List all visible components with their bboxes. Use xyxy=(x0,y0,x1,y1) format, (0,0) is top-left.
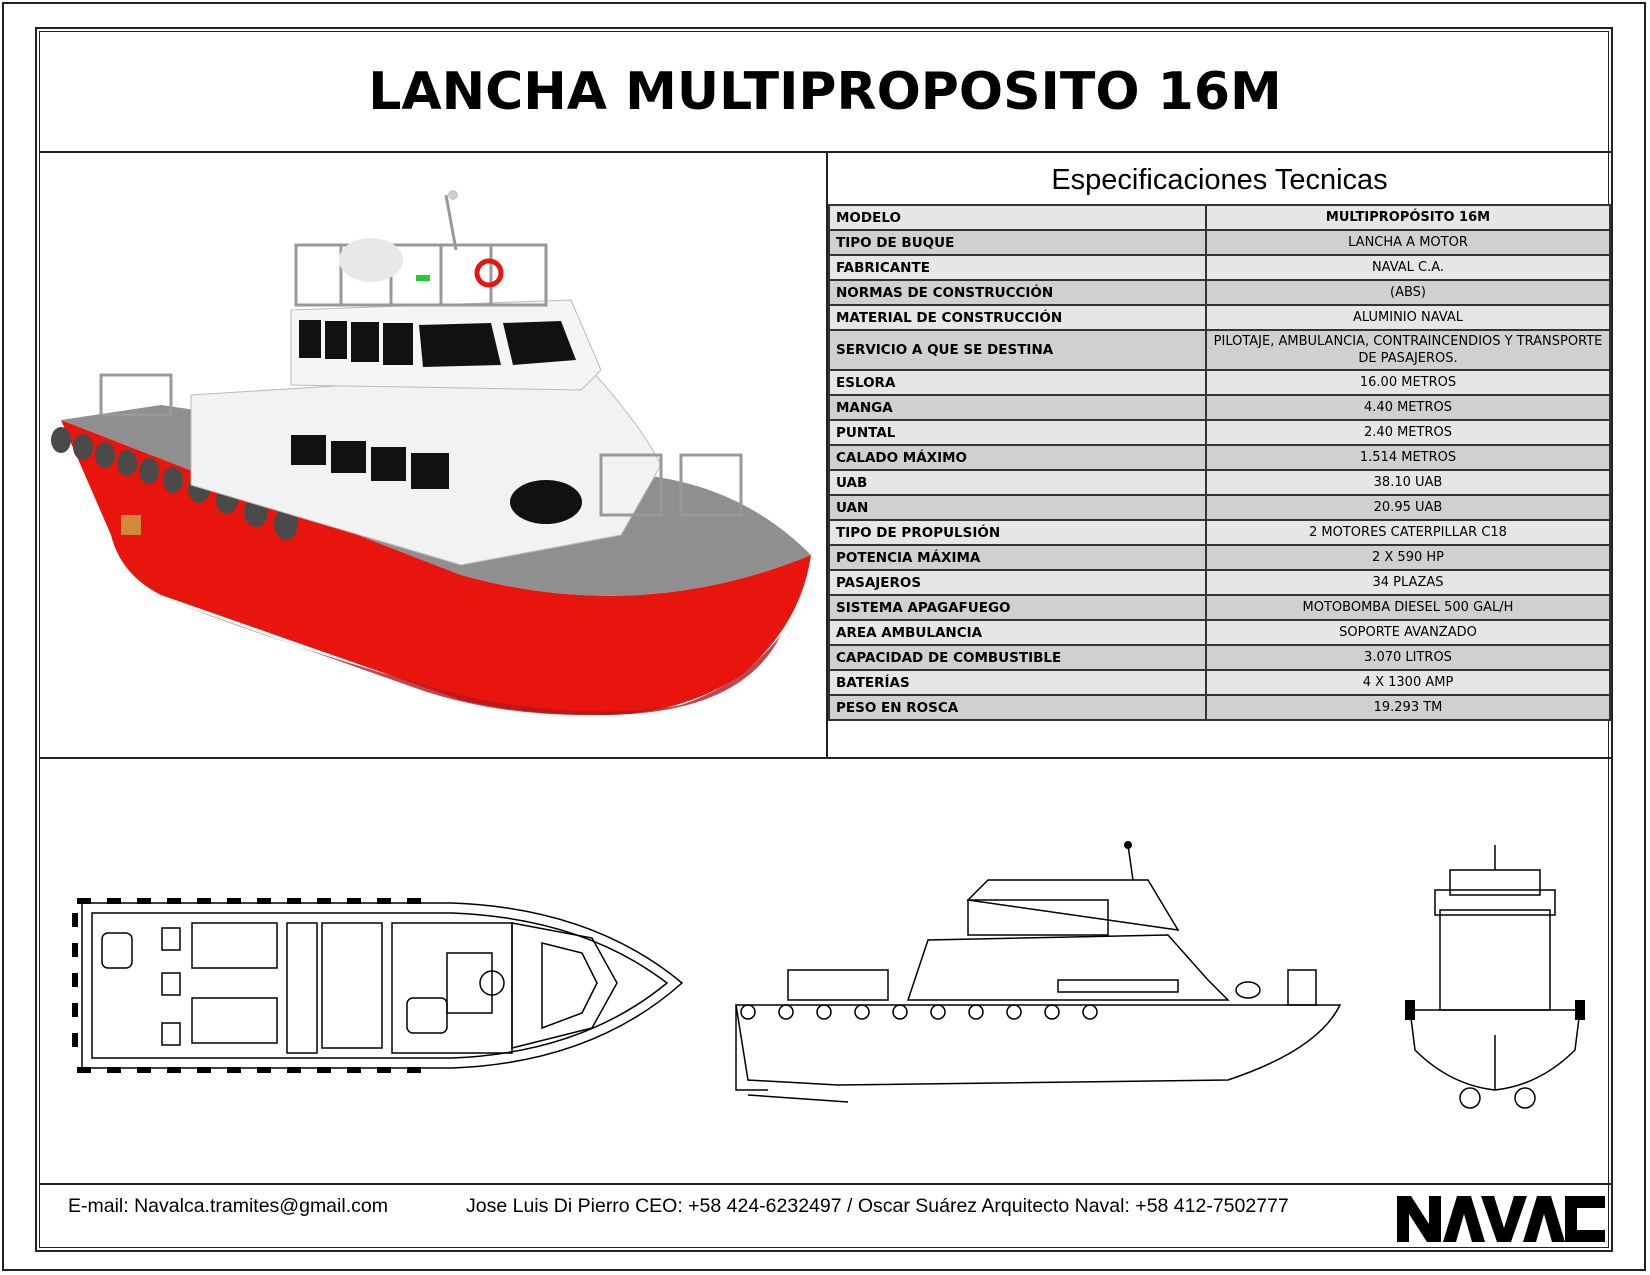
spec-row xyxy=(829,445,1610,470)
spec-label: CALADO MÁXIMO xyxy=(829,445,1206,470)
spec-value: 4 X 1300 AMP xyxy=(1206,670,1610,695)
footer-divider xyxy=(39,1183,1611,1185)
title-divider xyxy=(39,151,1611,153)
spec-label: SISTEMA APAGAFUEGO xyxy=(829,595,1206,620)
spec-heading: Especificaciones Tecnicas xyxy=(1051,163,1388,196)
spec-label: TIPO DE PROPULSIÓN xyxy=(829,520,1206,545)
spec-value: 4.40 METROS xyxy=(1206,395,1610,420)
spec-row xyxy=(829,395,1610,420)
spec-label: CAPACIDAD DE COMBUSTIBLE xyxy=(829,645,1206,670)
spec-label: UAN xyxy=(829,495,1206,520)
spec-row xyxy=(829,330,1610,370)
spec-row xyxy=(829,305,1610,330)
spec-value: 16.00 METROS xyxy=(1206,370,1610,395)
side-view-drawing xyxy=(728,840,1348,1115)
spec-table xyxy=(828,204,1611,721)
footer-contacts: Jose Luis Di Pierro CEO: +58 424-6232497 / Oscar Suárez Arquitecto Naval: +58 412-7502777 xyxy=(466,1194,1289,1217)
spec-row xyxy=(829,520,1610,545)
spec-value: LANCHA A MOTOR xyxy=(1206,230,1610,255)
spec-value: 2.40 METROS xyxy=(1206,420,1610,445)
spec-row xyxy=(829,370,1610,395)
spec-value: NAVAL C.A. xyxy=(1206,255,1610,280)
spec-value: 34 PLAZAS xyxy=(1206,570,1610,595)
spec-row xyxy=(829,230,1610,255)
page-title: LANCHA MULTIPROPOSITO 16M xyxy=(368,62,1282,122)
spec-value: MOTOBOMBA DIESEL 500 GAL/H xyxy=(1206,595,1610,620)
spec-value: 20.95 UAB xyxy=(1206,495,1610,520)
spec-row xyxy=(829,570,1610,595)
spec-row xyxy=(829,670,1610,695)
spec-label: PASAJEROS xyxy=(829,570,1206,595)
spec-row xyxy=(829,545,1610,570)
spec-value: 2 X 590 HP xyxy=(1206,545,1610,570)
spec-value: (ABS) xyxy=(1206,280,1610,305)
spec-row xyxy=(829,420,1610,445)
spec-label: AREA AMBULANCIA xyxy=(829,620,1206,645)
spec-row xyxy=(829,495,1610,520)
spec-row xyxy=(829,280,1610,305)
spec-value: 1.514 METROS xyxy=(1206,445,1610,470)
spec-label: NORMAS DE CONSTRUCCIÓN xyxy=(829,280,1206,305)
spec-label: FABRICANTE xyxy=(829,255,1206,280)
footer-email: E-mail: Navalca.tramites@gmail.com xyxy=(68,1194,388,1217)
spec-label: PESO EN ROSCA xyxy=(829,695,1206,720)
spec-label: TIPO DE BUQUE xyxy=(829,230,1206,255)
spec-row xyxy=(829,620,1610,645)
spec-value: SOPORTE AVANZADO xyxy=(1206,620,1610,645)
spec-value: 19.293 TM xyxy=(1206,695,1610,720)
navalca-logo xyxy=(1395,1192,1607,1244)
spec-label: BATERÍAS xyxy=(829,670,1206,695)
spec-label: POTENCIA MÁXIMA xyxy=(829,545,1206,570)
spec-row xyxy=(829,595,1610,620)
spec-label: MODELO xyxy=(829,205,1206,230)
spec-row xyxy=(829,645,1610,670)
spec-row xyxy=(829,255,1610,280)
spec-label: SERVICIO A QUE SE DESTINA xyxy=(829,330,1206,370)
spec-value: 2 MOTORES CATERPILLAR C18 xyxy=(1206,520,1610,545)
spec-value: 3.070 LITROS xyxy=(1206,645,1610,670)
spec-label: UAB xyxy=(829,470,1206,495)
spec-value: MULTIPROPÓSITO 16M xyxy=(1206,205,1610,230)
spec-value: PILOTAJE, AMBULANCIA, CONTRAINCENDIOS Y TRANSPORTE DE PASAJEROS. xyxy=(1206,330,1610,370)
spec-value: 38.10 UAB xyxy=(1206,470,1610,495)
top-view-drawing xyxy=(72,893,692,1078)
spec-label: MANGA xyxy=(829,395,1206,420)
spec-row xyxy=(829,470,1610,495)
spec-row xyxy=(829,695,1610,720)
spec-label: ESLORA xyxy=(829,370,1206,395)
spec-label: PUNTAL xyxy=(829,420,1206,445)
boat-render-image xyxy=(41,155,823,755)
spec-value: ALUMINIO NAVAL xyxy=(1206,305,1610,330)
spec-label: MATERIAL DE CONSTRUCCIÓN xyxy=(829,305,1206,330)
drawings-divider xyxy=(39,757,1611,759)
spec-row xyxy=(829,205,1610,230)
front-view-drawing xyxy=(1400,840,1590,1115)
